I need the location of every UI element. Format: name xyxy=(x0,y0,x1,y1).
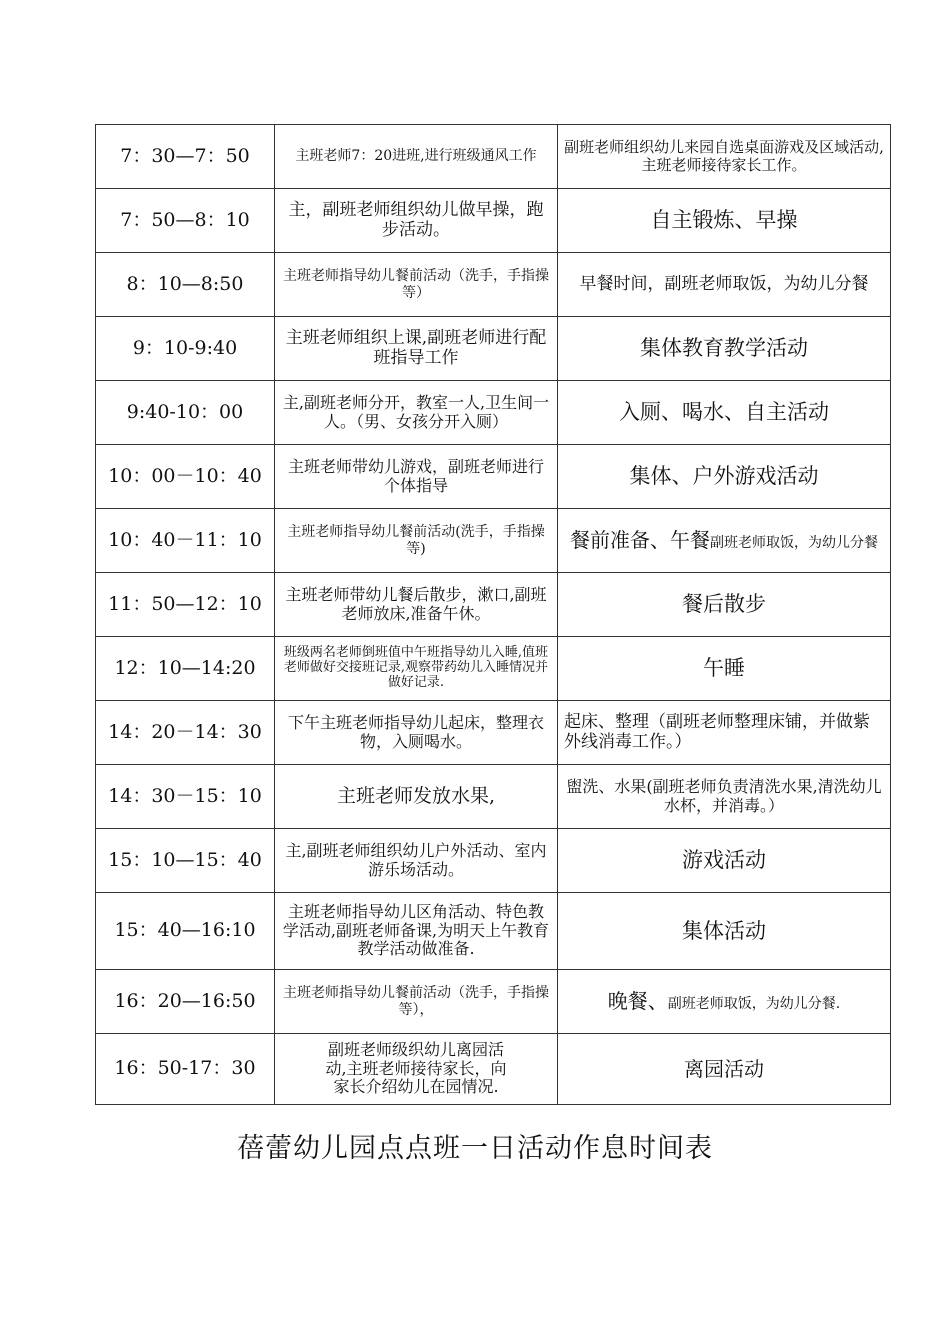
main-teacher-cell: 主班老师带幼儿游戏，副班老师进行个体指导 xyxy=(275,445,558,509)
main-teacher-cell: 主，副班老师组织幼儿做早操，跑步活动。 xyxy=(275,189,558,253)
table-row xyxy=(96,189,891,253)
main-teacher-line: 动,主班老师接待家长，向 xyxy=(325,1058,507,1078)
table-row xyxy=(96,1034,891,1105)
time-cell: 12：10—14:20 xyxy=(96,637,275,701)
assistant-cell: 自主锻炼、早操 xyxy=(558,189,891,253)
assistant-note-text: 副班老师取饭，为幼儿分餐 xyxy=(710,535,878,551)
time-cell: 16：50-17：30 xyxy=(96,1034,275,1105)
main-teacher-cell: 主班老师7：20进班,进行班级通风工作 xyxy=(275,125,558,189)
time-cell: 10：00－10：40 xyxy=(96,445,275,509)
assistant-cell: 副班老师组织幼儿来园自选桌面游戏及区域活动,主班老师接待家长工作。 xyxy=(558,125,891,189)
time-cell: 15：40—16:10 xyxy=(96,893,275,970)
table-row xyxy=(96,893,891,970)
main-teacher-cell: 主班老师指导幼儿餐前活动(洗手，手指操等) xyxy=(275,509,558,573)
main-teacher-line: 家长介绍幼儿在园情况. xyxy=(333,1077,499,1097)
table-row xyxy=(96,765,891,829)
assistant-cell: 入厕、喝水、自主活动 xyxy=(558,381,891,445)
table-row xyxy=(96,509,891,573)
assistant-cell xyxy=(558,509,891,573)
main-teacher-cell: 班级两名老师倒班值中午班指导幼儿入睡,值班老师做好交接班记录,观察带药幼儿入睡情况并做好记录. xyxy=(275,637,558,701)
assistant-cell: 集体活动 xyxy=(558,893,891,970)
document-title: 蓓蕾幼儿园点点班一日活动作息时间表 xyxy=(237,1133,713,1164)
time-cell: 14：30－15：10 xyxy=(96,765,275,829)
assistant-cell: 盥洗、水果(副班老师负责清洗水果,清洗幼儿水杯，并消毒。） xyxy=(558,765,891,829)
assistant-main-text: 餐前准备、午餐 xyxy=(570,528,710,552)
table-row xyxy=(96,970,891,1034)
time-cell: 7：50—8：10 xyxy=(96,189,275,253)
time-cell: 11：50—12：10 xyxy=(96,573,275,637)
main-teacher-cell: 主,副班老师分开，教室一人,卫生间一人。（男、女孩分开入厕） xyxy=(275,381,558,445)
assistant-cell: 早餐时间，副班老师取饭，为幼儿分餐 xyxy=(558,253,891,317)
table-row xyxy=(96,253,891,317)
main-teacher-cell xyxy=(275,1034,558,1105)
assistant-note-text: 副班老师取饭，为幼儿分餐. xyxy=(667,996,841,1012)
assistant-cell: 午睡 xyxy=(558,637,891,701)
main-teacher-cell: 主班老师组织上课,副班老师进行配班指导工作 xyxy=(275,317,558,381)
assistant-cell: 游戏活动 xyxy=(558,829,891,893)
time-cell: 15：10—15：40 xyxy=(96,829,275,893)
time-cell: 9:40-10：00 xyxy=(96,381,275,445)
time-cell: 7：30—7：50 xyxy=(96,125,275,189)
main-teacher-cell: 主班老师指导幼儿区角活动、特色教学活动,副班老师备课,为明天上午教育教学活动做准备. xyxy=(275,893,558,970)
table-row xyxy=(96,381,891,445)
main-teacher-cell: 下午主班老师指导幼儿起床，整理衣物，入厕喝水。 xyxy=(275,701,558,765)
table-row xyxy=(96,317,891,381)
assistant-cell: 集体、户外游戏活动 xyxy=(558,445,891,509)
main-teacher-cell: 主班老师发放水果, xyxy=(275,765,558,829)
table-row xyxy=(96,573,891,637)
assistant-cell: 起床、整理（副班老师整理床铺，并做紫外线消毒工作。） xyxy=(558,701,891,765)
assistant-cell: 离园活动 xyxy=(558,1034,891,1105)
time-cell: 14：20－14：30 xyxy=(96,701,275,765)
time-cell: 9：10-9:40 xyxy=(96,317,275,381)
table-row xyxy=(96,445,891,509)
assistant-main-text: 晚餐、 xyxy=(607,989,668,1013)
main-teacher-cell: 主班老师带幼儿餐后散步，漱口,副班老师放床,准备午休。 xyxy=(275,573,558,637)
time-cell: 10：40－11：10 xyxy=(96,509,275,573)
table-row xyxy=(96,125,891,189)
assistant-cell xyxy=(558,970,891,1034)
time-cell: 16：20—16:50 xyxy=(96,970,275,1034)
schedule-table xyxy=(95,124,891,1105)
table-row xyxy=(96,637,891,701)
assistant-cell: 餐后散步 xyxy=(558,573,891,637)
main-teacher-cell: 主班老师指导幼儿餐前活动（洗手，手指操等） xyxy=(275,253,558,317)
table-row xyxy=(96,829,891,893)
assistant-cell: 集体教育教学活动 xyxy=(558,317,891,381)
main-teacher-line: 副班老师级织幼儿离园活 xyxy=(327,1040,504,1060)
main-teacher-cell: 主,副班老师组织幼儿户外活动、室内游乐场活动。 xyxy=(275,829,558,893)
table-row xyxy=(96,701,891,765)
time-cell: 8：10—8:50 xyxy=(96,253,275,317)
main-teacher-cell: 主班老师指导幼儿餐前活动（洗手，手指操等）， xyxy=(275,970,558,1034)
